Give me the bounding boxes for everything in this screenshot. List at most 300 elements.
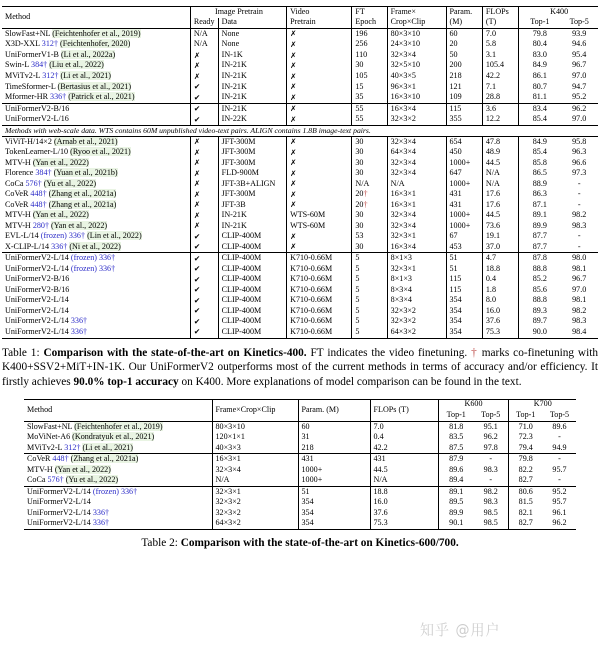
cell-flops: 8.0 — [482, 296, 518, 307]
cell-ready: ✔ — [190, 242, 218, 253]
table-1-body-group-3 — [2, 136, 598, 253]
cell-flops: 5.8 — [482, 40, 518, 51]
cell-image-pretrain-data: JFT-300M — [218, 189, 286, 200]
citation: (Yan et al., 2022) — [32, 157, 89, 167]
cell-video-pretrain: K710-0.66M — [287, 306, 352, 317]
cell-ft-epoch: 30 — [352, 242, 387, 253]
cell-video-pretrain: K710-0.66M — [287, 264, 352, 275]
cell-k700-top1: 79.8 — [508, 454, 542, 465]
method-resolution-tag: (frozen) 336† — [70, 263, 116, 273]
table-row — [2, 327, 598, 338]
th-flops-line1: FLOPs — [482, 7, 518, 18]
cell-image-pretrain-data: CLIP-400M — [218, 231, 286, 242]
cell-ft-epoch: 20† — [352, 200, 387, 211]
cell-video-pretrain: ✗ — [287, 242, 352, 253]
cell-params: 60 — [298, 421, 370, 432]
cell-image-pretrain-data: IN-21K — [218, 61, 286, 72]
table-row — [2, 264, 598, 275]
cell-ready: ✔ — [190, 296, 218, 307]
cell-k400-top1: 84.9 — [519, 136, 560, 147]
th2-k600-top1: Top-1 — [438, 410, 473, 421]
table-1-caption-label: Table 1: — [2, 346, 44, 359]
cell-k400-top5: 96.6 — [572, 157, 587, 167]
th-ready: Ready — [190, 18, 218, 29]
cell-k400-top1: 89.3 — [519, 306, 560, 317]
cell-k400-top5: - — [577, 199, 581, 209]
cell-video-pretrain: ✗ — [287, 147, 352, 158]
method-name: SlowFast+NL — [27, 421, 75, 431]
cell-method — [2, 242, 190, 253]
cell-ft-epoch: 55 — [352, 103, 387, 114]
cell-image-pretrain-data: JFT-3B+ALIGN — [218, 179, 286, 190]
table-2-caption-title: Comparison with the state-of-the-art on Kinetics-600/700. — [180, 536, 459, 549]
cell-ready: ✔ — [190, 327, 218, 338]
cell-video-pretrain: ✗ — [287, 189, 352, 200]
cell-ready: ✔ — [190, 285, 218, 296]
method-name: CoVeR — [5, 189, 31, 199]
cell-flops: 19.1 — [482, 231, 518, 242]
cell-video-pretrain: ✗ — [287, 158, 352, 169]
cell-k400-top1: 79.8 — [519, 29, 560, 40]
cell-video-pretrain: ✗ — [287, 50, 352, 61]
cell-method — [2, 136, 190, 147]
cell-flops: 17.6 — [482, 189, 518, 200]
cell-k700-top1: 82.1 — [508, 508, 542, 519]
table-1-header-row-1 — [2, 7, 598, 18]
cell-params: 1000+ — [446, 158, 482, 169]
table-row — [24, 432, 576, 443]
method-resolution-tag: 384† — [31, 60, 48, 70]
cell-image-pretrain-data: CLIP-400M — [218, 242, 286, 253]
cell-ready: ✗ — [190, 136, 218, 147]
cell-method — [2, 221, 190, 232]
cell-params: 354 — [446, 327, 482, 338]
table-row — [2, 82, 598, 93]
cell-method — [2, 71, 190, 82]
cell-method — [2, 158, 190, 169]
cell-k600-top1: 89.6 — [438, 465, 473, 476]
cell-frame-crop-clip: 16×3×1 — [387, 189, 446, 200]
table-1-body-group-2 — [2, 103, 598, 125]
cell-k600-top1: 89.1 — [438, 486, 473, 497]
citation: (Li et al., 2021) — [60, 70, 112, 80]
cell-k600-top5: 97.8 — [483, 442, 498, 452]
cell-flops: 44.5 — [370, 465, 438, 476]
method-resolution-tag: 336† — [51, 241, 68, 251]
cell-frame-crop-clip: 32×3×2 — [387, 114, 446, 125]
cell-params: 431 — [446, 200, 482, 211]
cell-ready: ✗ — [190, 147, 218, 158]
cell-method — [2, 61, 190, 72]
cell-flops: 42.2 — [482, 71, 518, 82]
cell-image-pretrain-data: None — [218, 29, 286, 40]
table-row — [2, 136, 598, 147]
cell-k400-top1: 87.1 — [519, 200, 560, 211]
cell-params: 1000+ — [298, 465, 370, 476]
cell-k700-top5: - — [558, 432, 561, 442]
cell-k400-top1: 83.0 — [519, 50, 560, 61]
cell-k600-top1: 87.5 — [438, 443, 473, 454]
cell-ready: ✗ — [190, 210, 218, 221]
cell-k600-top1: 81.8 — [438, 421, 473, 432]
th2-method: Method — [24, 399, 212, 421]
cell-image-pretrain-data: IN-21K — [218, 82, 286, 93]
method-name: UniFormerV2-L/14 — [27, 497, 91, 507]
method-name: MTV-H — [5, 220, 33, 230]
cell-method — [2, 231, 190, 242]
cell-k400-top1: 85.6 — [519, 285, 560, 296]
cell-k400-top5: 98.2 — [572, 210, 587, 220]
cell-method — [2, 285, 190, 296]
cell-k400-top1: 89.7 — [519, 317, 560, 328]
cell-frame-crop-clip: 32×5×10 — [387, 61, 446, 72]
method-resolution-tag: 576† — [47, 475, 64, 485]
cell-k400-top1: 80.4 — [519, 40, 560, 51]
cell-flops: 28.8 — [482, 92, 518, 103]
table-row — [2, 221, 598, 232]
cell-k400-top5: 97.0 — [572, 284, 587, 294]
citation: (Feichtenhofer, 2020) — [60, 39, 131, 49]
cell-ready: ✗ — [190, 61, 218, 72]
cell-frame-crop-clip: 80×3×10 — [387, 29, 446, 40]
th2-k700-top1: Top-1 — [508, 410, 542, 421]
cell-video-pretrain: K710-0.66M — [287, 253, 352, 264]
cell-flops: 0.4 — [482, 274, 518, 285]
cell-k600-top5: 95.1 — [473, 421, 508, 432]
cell-method — [24, 486, 212, 497]
th-param-line1: Param. — [446, 7, 482, 18]
method-name: TimeSformer-L — [5, 81, 58, 91]
method-name: UniFormerV2-L/14 — [5, 263, 71, 273]
th-ft-line2: Epoch — [352, 18, 387, 29]
cell-params: 450 — [446, 147, 482, 158]
th-frame-line1: Frame× — [387, 7, 446, 18]
cell-params: 355 — [446, 114, 482, 125]
cell-params: 109 — [446, 92, 482, 103]
method-name: X-CLIP-L/14 — [5, 241, 52, 251]
table-row — [2, 200, 598, 211]
cell-ft-epoch: 5 — [352, 306, 387, 317]
cell-flops: 0.4 — [370, 432, 438, 443]
method-name: Florence — [5, 168, 36, 178]
method-name: UniFormerV2-L/14 — [27, 486, 93, 496]
cell-k400-top1: 89.9 — [519, 221, 560, 232]
cell-image-pretrain-data: CLIP-400M — [218, 264, 286, 275]
cell-method — [24, 475, 212, 486]
cell-params: 20 — [446, 40, 482, 51]
cell-ready: ✗ — [190, 158, 218, 169]
citation: (Yu et al., 2022) — [43, 178, 97, 188]
cell-video-pretrain: K710-0.66M — [287, 317, 352, 328]
cell-flops: 75.3 — [370, 518, 438, 529]
cell-k400-top1: 90.0 — [519, 327, 560, 338]
cell-image-pretrain-data: IN-21K — [218, 221, 286, 232]
cell-ready: N/A — [190, 40, 218, 51]
cell-ready: N/A — [190, 29, 218, 40]
paper-page — [0, 6, 600, 667]
cell-video-pretrain: ✗ — [287, 179, 352, 190]
cell-ready: ✔ — [190, 231, 218, 242]
cell-image-pretrain-data: IN-1K — [218, 50, 286, 61]
table-row — [24, 465, 576, 476]
cell-video-pretrain: K710-0.66M — [287, 285, 352, 296]
table-row — [2, 40, 598, 51]
method-resolution-tag: 448† — [30, 199, 47, 209]
cell-frame-crop-clip: 32×3×1 — [387, 264, 446, 275]
cell-k700-top5: - — [542, 454, 576, 465]
method-resolution-tag: 448† — [30, 189, 47, 199]
method-name: MViTv2-L — [5, 70, 43, 80]
cell-k400-top5: 98.0 — [559, 253, 598, 264]
cell-k400-top5: 94.6 — [572, 39, 587, 49]
table-2 — [24, 399, 576, 530]
cell-video-pretrain: K710-0.66M — [287, 296, 352, 307]
method-resolution-tag: 312† — [42, 70, 59, 80]
table-2-body-group-1 — [24, 421, 576, 454]
cell-flops: 3.1 — [482, 50, 518, 61]
method-name: MTV-H — [5, 210, 33, 220]
method-resolution-tag: 312† — [41, 39, 58, 49]
cell-ready: ✗ — [190, 221, 218, 232]
cell-method — [2, 274, 190, 285]
cell-method — [2, 253, 190, 264]
cell-k600-top1: 87.9 — [438, 454, 473, 465]
table-2-caption-label: Table 2: — [141, 536, 181, 549]
cell-flops: 47.8 — [482, 136, 518, 147]
cell-method — [2, 40, 190, 51]
table-row — [2, 253, 598, 264]
table-row — [2, 168, 598, 179]
cell-frame-crop-clip: 32×3×1 — [212, 486, 298, 497]
cell-video-pretrain: ✗ — [287, 114, 352, 125]
citation: (Zhang et al., 2021a) — [48, 189, 117, 199]
cell-frame-crop-clip: 16×3×1 — [387, 200, 446, 211]
citation: (Kondratyuk et al., 2021) — [72, 432, 155, 442]
cell-k600-top5: 96.2 — [483, 432, 498, 442]
citation: (Lin et al., 2022) — [87, 231, 142, 241]
th-image-pretrain-group: Image Pretrain — [190, 7, 286, 18]
cell-frame-crop-clip: 32×3×4 — [387, 136, 446, 147]
cell-image-pretrain-data: IN-21K — [218, 71, 286, 82]
cell-frame-crop-clip: 8×1×3 — [387, 274, 446, 285]
cell-k700-top1: 72.3 — [508, 432, 542, 443]
th-frame-line2: Crop×Clip — [387, 18, 446, 29]
cell-params: 67 — [446, 231, 482, 242]
table-row — [2, 61, 598, 72]
cell-ft-epoch: 5 — [352, 285, 387, 296]
cell-k600-top1: 89.9 — [438, 508, 473, 519]
method-resolution-tag: 336† — [92, 518, 110, 528]
cell-k400-top1: 89.1 — [519, 210, 560, 221]
cell-k700-top5: 96.1 — [552, 507, 567, 517]
th2-k700-group: K700 — [508, 399, 576, 410]
cell-k400-top1: 86.3 — [519, 189, 560, 200]
cell-k400-top5: 94.7 — [572, 81, 587, 91]
cell-params: 453 — [446, 242, 482, 253]
table-row — [2, 103, 598, 114]
citation: (Ryoo et al., 2021) — [70, 147, 131, 157]
table-row — [2, 92, 598, 103]
cell-video-pretrain: WTS-60M — [287, 210, 352, 221]
method-name: Swin-L — [5, 60, 32, 70]
citation: (Feichtenhofer et al., 2019) — [52, 28, 141, 38]
th2-k600-group: K600 — [438, 399, 508, 410]
cell-frame-crop-clip: 16×3×4 — [387, 242, 446, 253]
cell-frame-crop-clip: 64×3×2 — [212, 518, 298, 529]
cell-video-pretrain: ✗ — [287, 92, 352, 103]
citation: (Feichtenhofer et al., 2019) — [74, 421, 163, 431]
cell-flops: 431 — [370, 454, 438, 465]
method-name: UniFormerV2-B/16 — [5, 103, 70, 113]
cell-ready: ✔ — [190, 103, 218, 114]
cell-image-pretrain-data: IN-21K — [218, 210, 286, 221]
dagger-symbol: † — [363, 199, 368, 209]
method-resolution-tag: 280† — [32, 220, 49, 230]
cell-k400-top1: 87.8 — [519, 253, 560, 264]
cell-params: 218 — [446, 71, 482, 82]
method-name: UniFormerV2-L/14 — [5, 316, 71, 326]
table-1 — [2, 6, 598, 339]
method-name: CoCa — [27, 475, 48, 485]
table-row — [24, 421, 576, 432]
cell-image-pretrain-data: CLIP-400M — [218, 285, 286, 296]
cell-k400-top5: - — [577, 178, 581, 188]
table-1-body-group-4 — [2, 253, 598, 338]
method-name: SlowFast+NL — [5, 28, 53, 38]
cell-ft-epoch: 30 — [352, 168, 387, 179]
cell-k400-top5: 98.3 — [572, 220, 587, 230]
table-row — [24, 454, 576, 465]
cell-image-pretrain-data: CLIP-400M — [218, 296, 286, 307]
th-video-pretrain-line2: Pretrain — [287, 18, 352, 29]
cell-k700-top5: 89.6 — [542, 421, 576, 432]
cell-ready: ✔ — [190, 253, 218, 264]
table-row — [2, 210, 598, 221]
cell-ft-epoch: 105 — [352, 71, 387, 82]
table-row — [2, 285, 598, 296]
cell-k700-top1: 81.5 — [508, 497, 542, 508]
method-name: MViTv2-L — [27, 442, 65, 452]
citation: (Yuan et al., 2021b) — [53, 168, 118, 178]
cell-params: 51 — [446, 253, 482, 264]
cell-params: 354 — [446, 296, 482, 307]
cell-flops: N/A — [482, 168, 518, 179]
cell-method — [24, 497, 212, 508]
method-name: TokenLearner-L/10 — [5, 147, 71, 157]
cell-ready: ✔ — [190, 306, 218, 317]
cell-k400-top5: 98.2 — [572, 305, 587, 315]
cell-video-pretrain: ✗ — [287, 40, 352, 51]
table-1-body-group-1 — [2, 29, 598, 104]
dagger-symbol: † — [471, 346, 478, 359]
cell-flops: 37.6 — [482, 317, 518, 328]
cell-k400-top1: 88.8 — [519, 296, 560, 307]
table-row — [2, 317, 598, 328]
cell-ft-epoch: 5 — [352, 327, 387, 338]
cell-k600-top5: 98.5 — [473, 518, 508, 529]
cell-params: 51 — [298, 486, 370, 497]
cell-frame-crop-clip: 32×3×2 — [212, 497, 298, 508]
method-name: UniFormerV2-L/14 — [27, 507, 93, 517]
table-row — [2, 296, 598, 307]
cell-k600-top1: 90.1 — [438, 518, 473, 529]
cell-k700-top5: 95.7 — [552, 464, 567, 474]
cell-image-pretrain-data: IN-22K — [218, 114, 286, 125]
cell-ft-epoch: 5 — [352, 264, 387, 275]
section-note-row — [2, 125, 598, 136]
cell-frame-crop-clip: 32×3×4 — [387, 50, 446, 61]
cell-method — [2, 210, 190, 221]
cell-k400-top1: 81.1 — [519, 92, 560, 103]
cell-flops: 7.0 — [482, 29, 518, 40]
cell-frame-crop-clip: 8×3×4 — [387, 285, 446, 296]
cell-ready: ✗ — [190, 50, 218, 61]
cell-k400-top5: 93.9 — [559, 29, 598, 40]
cell-ready: ✗ — [190, 71, 218, 82]
cell-params: 1000+ — [298, 475, 370, 486]
cell-frame-crop-clip: 32×3×4 — [387, 221, 446, 232]
table-row — [2, 242, 598, 253]
cell-frame-crop-clip: 32×3×4 — [212, 465, 298, 476]
cell-k700-top5: 95.2 — [542, 486, 576, 497]
cell-flops: 7.1 — [482, 82, 518, 93]
cell-k400-top5: 98.4 — [559, 327, 598, 338]
cell-method — [24, 454, 212, 465]
cell-method — [2, 168, 190, 179]
cell-params: 354 — [446, 317, 482, 328]
cell-video-pretrain: ✗ — [287, 71, 352, 82]
method-name: UniFormerV2-B/16 — [5, 274, 70, 284]
cell-params: 60 — [446, 29, 482, 40]
cell-flops: 16.0 — [482, 306, 518, 317]
cell-k700-top1: 80.6 — [508, 486, 542, 497]
citation: (Bertasius et al., 2021) — [57, 81, 132, 91]
cell-k600-top5: - — [473, 454, 508, 465]
cell-params: 654 — [446, 136, 482, 147]
method-resolution-tag: 336† — [70, 316, 88, 326]
method-name: UniFormerV2-L/14 — [5, 326, 71, 336]
method-name: UniFormerV2-L/14 — [5, 295, 69, 305]
cell-method — [2, 327, 190, 338]
method-name: ViViT-H/14×2 — [5, 136, 54, 146]
cell-ready: ✔ — [190, 92, 218, 103]
cell-k600-top5: 98.5 — [483, 507, 498, 517]
cell-ft-epoch: 5 — [352, 317, 387, 328]
cell-method — [2, 147, 190, 158]
method-name: UniFormerV2-B/16 — [5, 284, 70, 294]
table-row — [2, 231, 598, 242]
cell-frame-crop-clip: N/A — [212, 475, 298, 486]
table-row — [24, 475, 576, 486]
cell-frame-crop-clip: 32×3×2 — [387, 306, 446, 317]
cell-ft-epoch: 256 — [352, 40, 387, 51]
cell-k400-top5: 95.2 — [572, 92, 587, 102]
th-param-line2: (M) — [446, 18, 482, 29]
cell-ft-epoch: 35 — [352, 92, 387, 103]
cell-flops: 42.2 — [370, 443, 438, 454]
cell-flops: 44.5 — [482, 158, 518, 169]
method-name: Mformer-HR — [5, 92, 51, 102]
citation: (Liu et al., 2022) — [49, 60, 104, 70]
th-data: Data — [218, 18, 286, 29]
cell-flops: 48.9 — [482, 147, 518, 158]
table-2-body-group-3 — [24, 486, 576, 529]
cell-ft-epoch: 30 — [352, 147, 387, 158]
cell-image-pretrain-data: JFT-300M — [218, 158, 286, 169]
th2-k700-top5: Top-5 — [549, 409, 570, 419]
cell-k600-top1: 83.5 — [438, 432, 473, 443]
cell-method — [2, 306, 190, 317]
